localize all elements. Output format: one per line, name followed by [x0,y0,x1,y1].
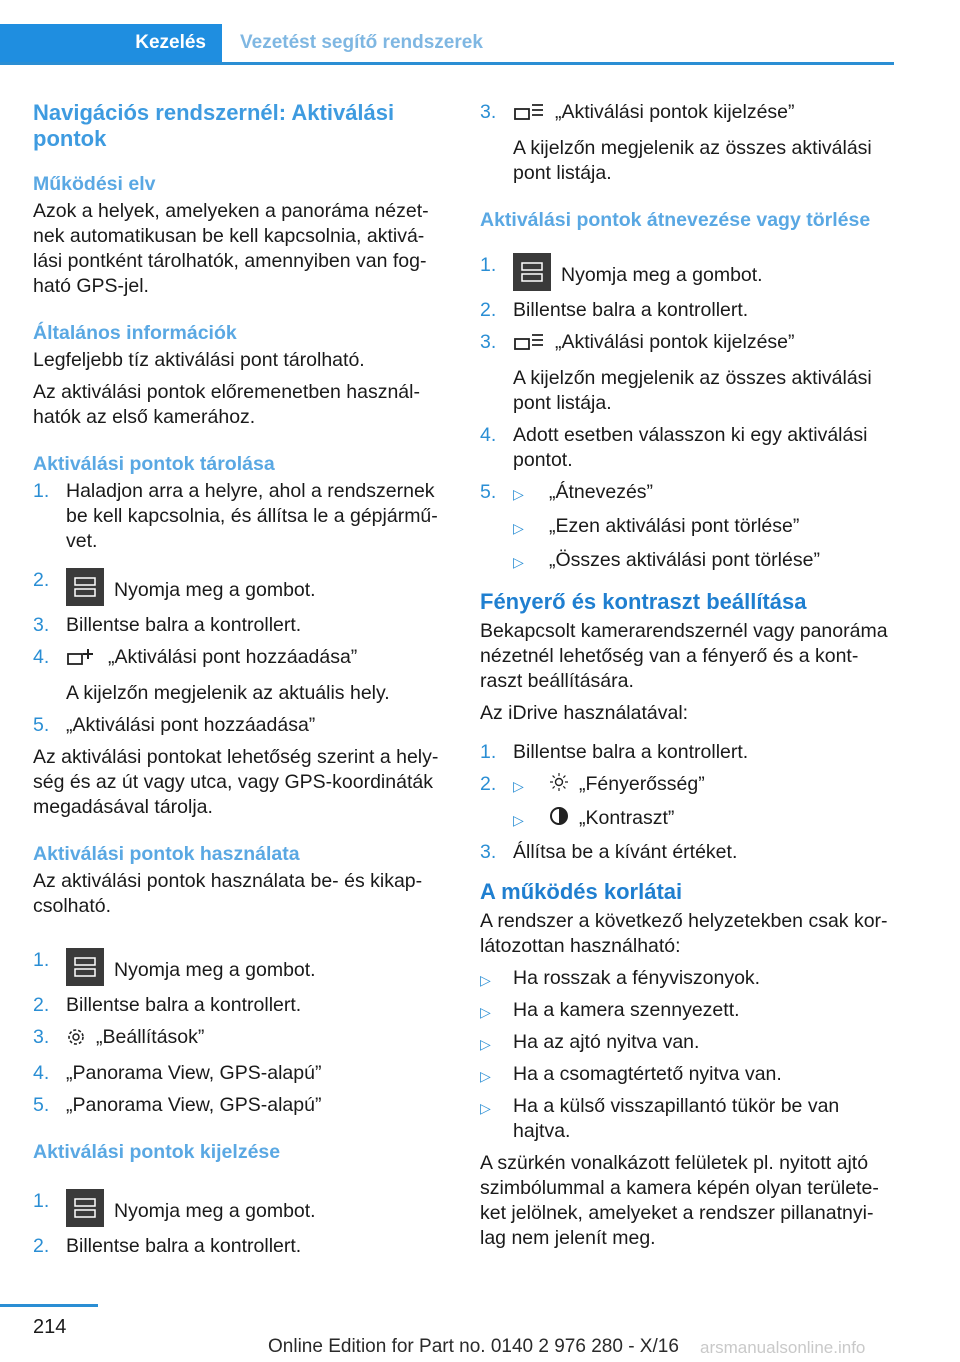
paragraph: A rendszer a következő helyzetekben csak kor-látozottan használható: [480,910,888,957]
step-number: 4. [33,646,50,668]
step-number: 3. [480,841,497,863]
step-text: Billentse balra a kontrollert. [66,994,302,1016]
list-points-icon [513,102,545,129]
heading-tarolasa: Aktiválási pontok tárolása [33,453,275,475]
triangle-bullet-icon: ▷ [513,778,524,794]
list-item [480,298,898,323]
step-subtext: A kijelzőn megjelenik az összes aktiválási pont listája. [513,367,872,414]
list-item [33,613,441,638]
list-item [33,948,441,986]
triangle-bullet-icon: ▷ [513,812,524,828]
step-text: „Aktiválási pontok kijelzése” [555,331,795,353]
bullet-item [513,806,898,833]
step-text: Nyomja meg a gombot. [561,264,763,286]
list-item [33,1189,441,1227]
step-number: 1. [33,1190,50,1212]
right-column [480,100,898,1258]
triangle-bullet-icon: ▷ [480,1036,491,1052]
watermark: arsmanualsonline.info [700,1338,866,1357]
list-item [33,1025,441,1054]
heading-hasznalata: Aktiválási pontok használata [33,843,300,865]
heading-fenyero: Fényerő és kontraszt beállítása [480,589,807,614]
contrast-icon [549,806,569,833]
paragraph: Az aktiválási pontok használata be- és kikap-csolható. [33,870,423,917]
step-text: Haladjon arra a helyre, ahol a rendszernek be kell kapcsolnia, és állítsa le a gépjármű-vet. [66,480,438,552]
list-item [480,840,898,865]
steps-atnevezese [480,253,898,575]
step-number: 1. [33,480,50,502]
list-item [480,423,898,473]
step-number: 4. [480,424,497,446]
steps-fenyero [480,740,898,865]
camera-button-icon [513,253,551,291]
paragraph: Az aktiválási pontok előremenetben használ-hatók az első kamerához. [33,381,420,428]
bullet-text: Ha a kamera szennyezett. [513,999,740,1021]
step-text: Adott esetben válasszon ki egy aktiválási pontot. [513,424,868,471]
paragraph: Bekapcsolt kamerarendszernél vagy panoráma nézetnél lehetőség van a fényerő és a kont-raszt beállítására. [480,620,888,692]
bullet-text: „Kontraszt” [579,807,675,829]
triangle-bullet-icon: ▷ [513,554,524,570]
step-text: Billentse balra a kontrollert. [66,614,302,636]
step-number: 3. [480,101,497,123]
step-text: Nyomja meg a gombot. [114,579,316,601]
list-item [480,966,898,991]
steps-kijelzese [33,1189,441,1259]
heading-kijelzese: Aktiválási pontok kijelzése [33,1141,281,1163]
paragraph: Legfeljebb tíz aktiválási pont tárolható. [33,349,365,371]
bullet-item [513,548,898,575]
step-text: „Panorama View, GPS-alapú” [66,1062,322,1084]
list-item [33,1061,441,1086]
step-number: 4. [33,1062,50,1084]
list-item [480,1094,898,1144]
limitations-list [480,966,898,1144]
bullet-item [513,514,898,541]
paragraph: Azok a helyek, amelyeken a panoráma nézet-nek automatikusan be kell kapcsolnia, aktivá-lási pontként tárolhatók, amennyiben van fog-ható GPS-jel. [33,200,429,297]
step-text: „Panorama View, GPS-alapú” [66,1094,322,1116]
triangle-bullet-icon: ▷ [480,1004,491,1020]
list-item [480,480,898,575]
triangle-bullet-icon: ▷ [480,972,491,988]
step-text: „Beállítások” [96,1026,205,1048]
camera-button-icon [66,1189,104,1227]
list-item [480,998,898,1023]
step-number: 3. [33,1026,50,1048]
bullet-text: Ha rosszak a fényviszonyok. [513,967,761,989]
add-point-icon [66,647,98,674]
triangle-bullet-icon: ▷ [480,1068,491,1084]
footer-edition: Online Edition for Part no. 0140 2 976 280 - X/16 [268,1336,679,1357]
step-text: Nyomja meg a gombot. [114,959,316,981]
steps-continued [480,100,898,186]
step-number: 3. [480,331,497,353]
step-number: 2. [33,1235,50,1257]
bullet-item [513,480,898,507]
list-item [480,100,898,186]
list-item [33,1234,441,1259]
triangle-bullet-icon: ▷ [513,486,524,502]
list-item [33,1093,441,1118]
step-number: 2. [480,773,497,795]
tab-kezeles[interactable]: Kezelés [0,24,222,62]
list-item [33,479,441,554]
bullet-text: „Összes aktiválási pont törlése” [549,549,820,571]
bullet-text: Ha a csomagtértető nyitva van. [513,1063,782,1085]
heading-altalanos: Általános információk [33,322,237,344]
list-item [480,1062,898,1087]
triangle-bullet-icon: ▷ [480,1100,491,1116]
step-number: 1. [480,741,497,763]
step-text: Nyomja meg a gombot. [114,1200,316,1222]
step-number: 2. [33,569,50,591]
paragraph: Az iDrive használatával: [480,702,689,724]
gear-icon [66,1027,86,1054]
bullet-text: „Ezen aktiválási pont törlése” [549,515,800,537]
step-text: „Aktiválási pontok kijelzése” [555,101,795,123]
brightness-icon [549,772,569,799]
list-item [33,713,441,738]
step-text: „Aktiválási pont hozzáadása” [108,646,358,668]
step-subtext: A kijelzőn megjelenik az aktuális hely. [66,682,390,704]
list-item [480,253,898,291]
step-number: 1. [33,949,50,971]
bullet-text: „Fényerősség” [579,773,705,795]
steps-hasznalata [33,948,441,1118]
step-text: Állítsa be a kívánt értéket. [513,841,738,863]
step-number: 5. [33,714,50,736]
list-item [480,740,898,765]
step-number: 2. [33,994,50,1016]
paragraph: Az aktiválási pontokat lehetőség szerint a hely-ség és az út vagy utca, vagy GPS-koordináták megadásával tárolja. [33,746,439,818]
left-column [33,100,441,1266]
step-number: 5. [33,1094,50,1116]
list-item [480,772,898,833]
step-number: 5. [480,481,497,503]
list-item [480,330,898,416]
tab-vezetest-segito[interactable]: Vezetést segítő rendszerek [240,32,483,53]
section-title: Navigációs rendszernél: Aktiválási pontok [33,100,395,151]
heading-mukodesi-elv: Működési elv [33,173,156,195]
header-bar [0,24,894,65]
list-item [33,645,441,706]
list-item [33,993,441,1018]
bullet-item [513,772,898,799]
page-number: 214 [33,1316,67,1338]
bullet-text: „Átnevezés” [549,481,654,503]
step-number: 3. [33,614,50,636]
camera-button-icon [66,568,104,606]
step-text: Billentse balra a kontrollert. [513,741,749,763]
triangle-bullet-icon: ▷ [513,520,524,536]
step-subtext: A kijelzőn megjelenik az összes aktiválási pont listája. [513,137,872,184]
step-text: Billentse balra a kontrollert. [66,1235,302,1257]
step-text: Billentse balra a kontrollert. [513,299,749,321]
list-item [480,1030,898,1055]
heading-korlatai: A működés korlátai [480,879,683,904]
steps-tarolasa [33,479,441,738]
bullet-text: Ha a külső visszapillantó tükör be van hajtva. [513,1095,840,1142]
paragraph: A szürkén vonalkázott felületek pl. nyitott ajtó szimbólummal a kamera képén olyan területe-ket jelölnek, amelyeket a rendszer pillanatnyi-lag nem jelenít meg. [480,1152,879,1249]
step-text: „Aktiválási pont hozzáadása” [66,714,316,736]
heading-atnevezese: Aktiválási pontok átnevezése vagy törlése [480,209,871,231]
list-item [33,568,441,606]
list-points-icon [513,332,545,359]
bullet-text: Ha az ajtó nyitva van. [513,1031,700,1053]
camera-button-icon [66,948,104,986]
step-number: 1. [480,254,497,276]
page-number-rule [0,1304,98,1307]
step-number: 2. [480,299,497,321]
